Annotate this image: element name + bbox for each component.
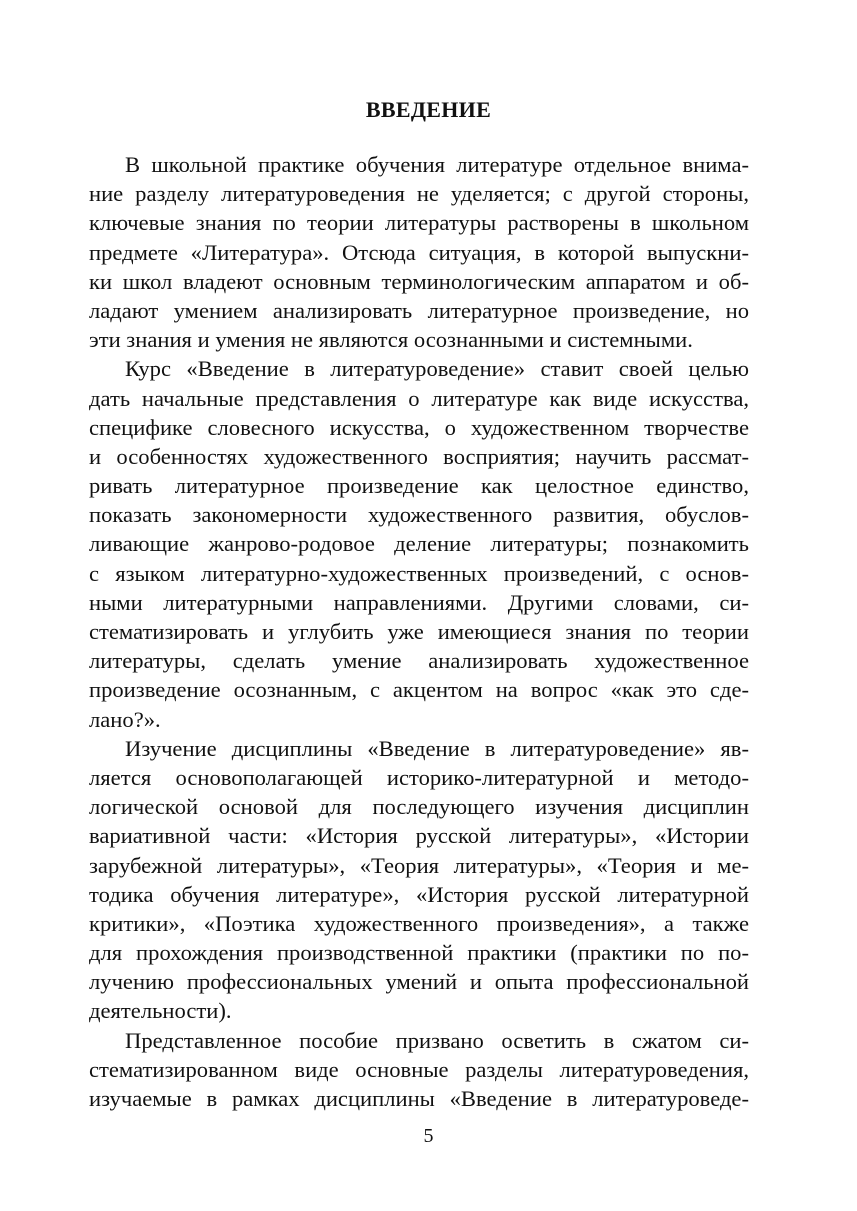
text-line: стематизированном виде основные разделы литературоведения, (89, 1056, 749, 1082)
text-line: и особенностях художественного восприятия; научить рассмат- (89, 443, 749, 469)
paragraph (89, 150, 749, 354)
text-line: Представленное пособие призвано осветить в сжатом си- (125, 1027, 749, 1053)
text-line: с языком литературно-художественных произведений, с основ- (89, 560, 749, 586)
text-line: Изучение дисциплины «Введение в литературоведение» яв- (125, 735, 749, 761)
text-line: литературы, сделать умение анализировать художественное (89, 648, 749, 674)
text-line: лучению профессиональных умений и опыта профессиональной (89, 969, 749, 995)
page-title: ВВЕДЕНИЕ (365, 97, 492, 122)
text-line: ки школ владеют основным терминологическим аппаратом и об- (89, 268, 749, 294)
text-line: эти знания и умения не являются осознанными и системными. (89, 327, 693, 353)
text-line: ние разделу литературоведения не уделяется; с другой стороны, (89, 181, 749, 207)
text-line: ляется основополагающей историко-литературной и методо- (89, 764, 749, 790)
text-line: деятельности). (89, 998, 232, 1024)
text-line: Курс «Введение в литературоведение» ставит своей целью (125, 356, 749, 382)
text-line: зарубежной литературы», «Теория литературы», «Теория и ме- (89, 852, 749, 878)
text-line: ными литературными направлениями. Другими словами, си- (89, 589, 749, 615)
text-line: показать закономерности художественного развития, обуслов- (89, 502, 749, 528)
text-line: дать начальные представления о литературе как виде искусства, (89, 385, 749, 411)
text-line: логической основой для последующего изучения дисциплин (89, 794, 749, 820)
text-line: стематизировать и углубить уже имеющиеся знания по теории (89, 619, 749, 644)
text-line: ладают умением анализировать литературное произведение, но (89, 297, 749, 323)
text-line: предмете «Литература». Отсюда ситуация, в которой выпускни- (89, 239, 749, 265)
text-line: тодика обучения литературе», «История русской литературной (89, 881, 749, 907)
text-line: В школьной практике обучения литературе отдельное внима- (125, 152, 749, 177)
text-line: ключевые знания по теории литературы растворены в школьном (89, 210, 749, 236)
text-line: произведение осознанным, с акцентом на вопрос «как это сде- (89, 677, 749, 703)
paragraph (89, 1026, 749, 1114)
text-line: ривать литературное произведение как целостное единство, (89, 473, 749, 499)
body-text (89, 150, 749, 1113)
page-number: 5 (423, 1125, 434, 1147)
text-line: вариативной части: «История русской литературы», «Истории (89, 823, 749, 849)
text-line: ливающие жанрово-родовое деление литературы; познакомить (89, 531, 749, 557)
paragraph (89, 734, 749, 1026)
paragraph (89, 354, 749, 733)
text-line: специфике словесного искусства, о художественном творчестве (89, 414, 749, 440)
text-line: критики», «Поэтика художественного произведения», а также (89, 910, 749, 936)
text-line: лано?». (89, 706, 161, 732)
text-line: изучаемые в рамках дисциплины «Введение в литературоведе- (89, 1086, 749, 1111)
text-line: для прохождения производственной практики (практики по по- (89, 940, 749, 966)
